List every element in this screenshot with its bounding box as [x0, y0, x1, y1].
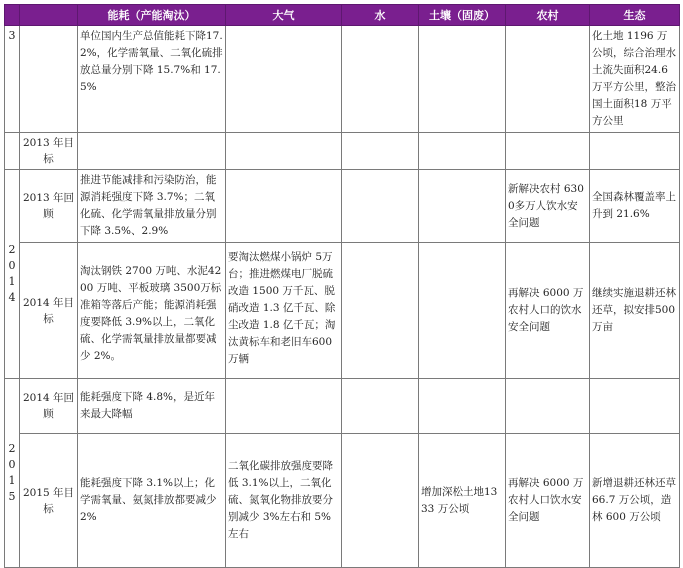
- table-row: [5, 26, 680, 133]
- eco-cell: 新增退耕还林还草 66.7 万公顷，造林 600 万公顷: [590, 434, 680, 568]
- air-cell: [226, 26, 342, 133]
- eco-cell: [590, 379, 680, 434]
- energy-cell: 能耗强度下降 4.8%，是近年来最大降幅: [78, 379, 226, 434]
- table-row: [5, 379, 680, 434]
- energy-cell: 推进节能减排和污染防治，能源消耗强度下降 3.7%；二氧化硫、化学需氧量排放量分别下降 3.5%、2.9%: [78, 170, 226, 243]
- table-row: [5, 170, 680, 243]
- water-cell: [342, 434, 419, 568]
- air-cell: [226, 379, 342, 434]
- rural-cell: 新解决农村 6300多万人饮水安全问题: [506, 170, 590, 243]
- air-cell: [226, 133, 342, 170]
- energy-cell: 能耗强度下降 3.1%以上；化学需氧量、氨氮排放都要减少 2%: [78, 434, 226, 568]
- soil-cell: [419, 170, 506, 243]
- header-row: [5, 5, 680, 26]
- period-cell: [20, 26, 78, 133]
- rural-cell: 再解决 6000 万农村人口饮水安全问题: [506, 434, 590, 568]
- soil-cell: [419, 133, 506, 170]
- table-row: [5, 133, 680, 170]
- period-cell: 2014 年目标: [20, 243, 78, 379]
- air-cell: 要淘汰燃煤小锅炉 5万台；推进燃煤电厂脱硫改造 1500 万千瓦、脱硝改造 1.3 亿千瓦、除尘改造 1.8 亿千瓦；淘汰黄标车和老旧车600 万辆: [226, 243, 342, 379]
- water-cell: [342, 379, 419, 434]
- air-cell: [226, 170, 342, 243]
- period-cell: 2013 年目标: [20, 133, 78, 170]
- rural-cell: 再解决 6000 万农村人口的饮水安全问题: [506, 243, 590, 379]
- rural-cell: [506, 133, 590, 170]
- eco-cell: 化土地 1196 万公顷，综合治理水土流失面积24.6 万平方公里，整治国土面积18 万平方公里: [590, 26, 680, 133]
- period-cell: 2015 年目标: [20, 434, 78, 568]
- eco-cell: 继续实施退耕还林还草，拟安排500 万亩: [590, 243, 680, 379]
- table-row: [5, 243, 680, 379]
- header-eco: 生态: [590, 5, 680, 26]
- period-cell: 2013 年回顾: [20, 170, 78, 243]
- water-cell: [342, 26, 419, 133]
- policy-table: [4, 4, 680, 568]
- water-cell: [342, 243, 419, 379]
- table-row: [5, 434, 680, 568]
- air-cell: 二氧化碳排放强度要降低 3.1%以上，二氧化硫、氮氧化物排放要分别减少 3%左右和 5%左右: [226, 434, 342, 568]
- header-year: [5, 5, 20, 26]
- energy-cell: 淘汰钢铁 2700 万吨、水泥4200 万吨、平板玻璃 3500万标准箱等落后产能；能源消耗强度要降低 3.9%以上，二氧化硫、化学需氧量排放量都要减少 2%。: [78, 243, 226, 379]
- year-cell: 2 0 1 5: [5, 379, 20, 568]
- year-cell: 2 0 1 4: [5, 170, 20, 379]
- header-soil: 土壤（固废）: [419, 5, 506, 26]
- rural-cell: [506, 379, 590, 434]
- year-cell: [5, 133, 20, 170]
- water-cell: [342, 133, 419, 170]
- header-rural: 农村: [506, 5, 590, 26]
- soil-cell: [419, 379, 506, 434]
- soil-cell: [419, 243, 506, 379]
- energy-cell: [78, 133, 226, 170]
- rural-cell: [506, 26, 590, 133]
- header-energy: 能耗（产能淘汰）: [78, 5, 226, 26]
- year-cell: 3: [5, 26, 20, 133]
- header-water: 水: [342, 5, 419, 26]
- soil-cell: [419, 26, 506, 133]
- energy-cell: 单位国内生产总值能耗下降17.2%，化学需氧量、二氧化硫排放总量分别下降 15.7%和 17.5%: [78, 26, 226, 133]
- soil-cell: 增加深松土地1333 万公顷: [419, 434, 506, 568]
- eco-cell: [590, 133, 680, 170]
- header-air: 大气: [226, 5, 342, 26]
- water-cell: [342, 170, 419, 243]
- period-cell: 2014 年回顾: [20, 379, 78, 434]
- eco-cell: 全国森林覆盖率上升到 21.6%: [590, 170, 680, 243]
- header-period: [20, 5, 78, 26]
